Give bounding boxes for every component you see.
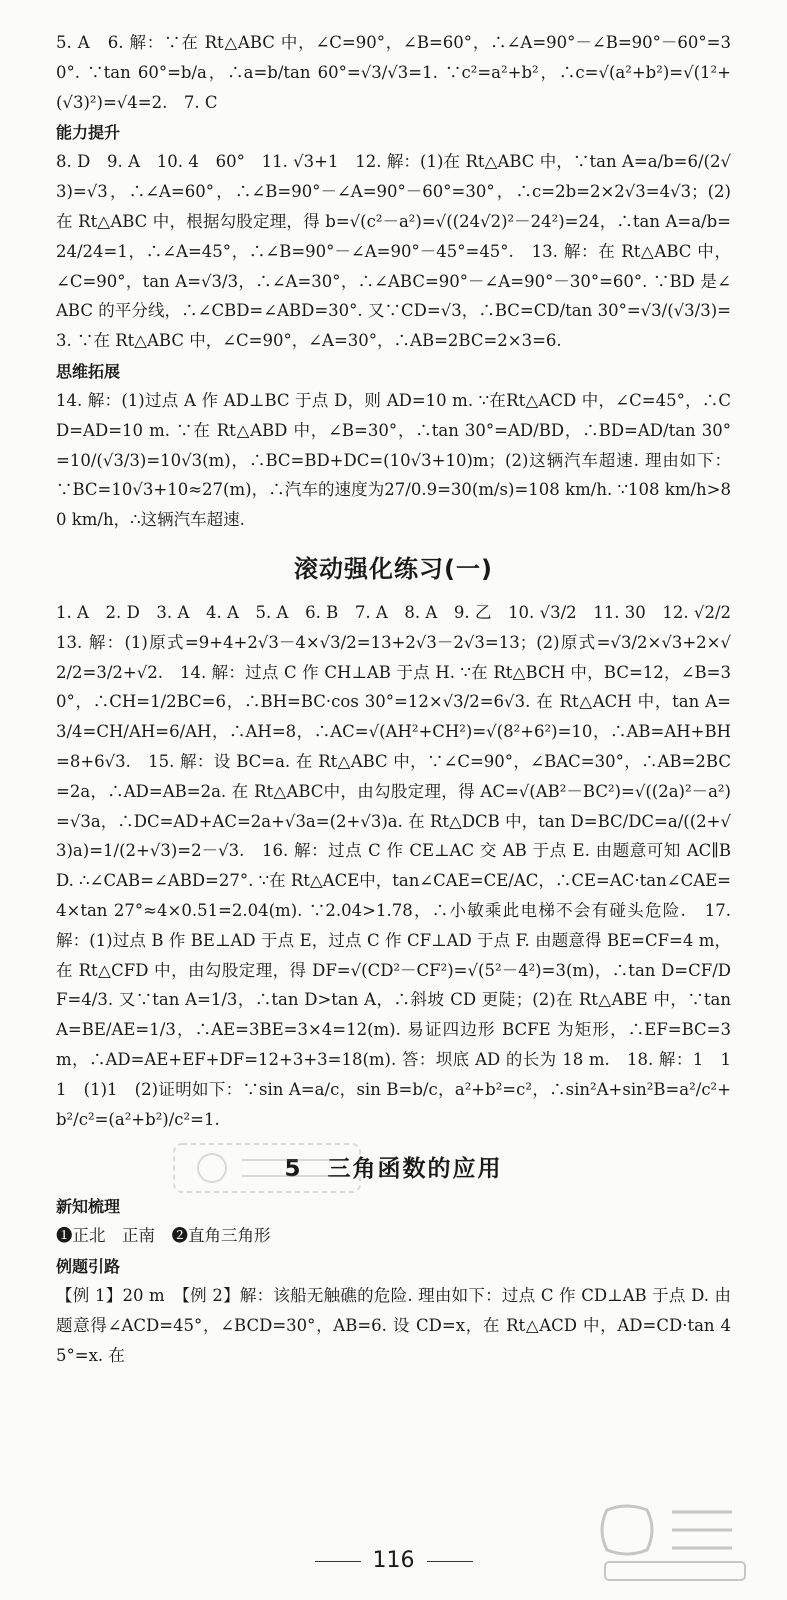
- answer-paragraph: 14. 解：(1)过点 A 作 AD⊥BC 于点 D，则 AD=10 m. ∵在Rt△ACD 中，∠C=45°，∴CD=AD=10 m. ∵在 Rt△ABD 中，∠B=30°，∴tan 30°=AD/BD，∴BD=AD/tan 30°=10/(√3/3)=10√3(m)，∴BC=BD+DC=(10√3+10)m；(2)这辆汽车超速. 理由如下：∵BC=10√3+10≈27(m)，∴汽车的速度为27/0.9=30(m/s)=108 km/h. ∵108 km/h>80 km/h，∴这辆汽车超速.: [56, 390, 731, 530]
- answer-paragraph: 8. D 9. A 10. 4 60° 11. √3+1 12. 解：(1)在 Rt△ABC 中，∵tan A=a/b=6/(2√3)=√3，∴∠A=60°，∴∠B=90°－∠A=90°－60°=30°，∴c=2b=2×2√3=4√3；(2)在 Rt△ABC 中，根据勾股定理，得 b=√(c²－a²)=√((24√2)²－24²)=24，∴tan A=a/b=24/24=1，∴∠A=45°，∴∠B=90°－∠A=90°－45°=45°. 13. 解：在 Rt△ABC 中，∠C=90°，tan A=√3/3，∴∠A=30°，∴∠ABC=90°－∠A=90°－30°=60°. ∵BD 是∠ABC 的平分线，∴∠CBD=∠ABD=30°. 又∵CD=√3，∴BC=CD/tan 30°=√3/(√3/3)=3. ∵在 Rt△ABC 中，∠C=90°，∠A=30°，∴AB=2BC=2×3=6.: [56, 152, 731, 351]
- page-number: 116: [0, 1548, 787, 1573]
- site-watermark-logo: [587, 1500, 757, 1590]
- section-subheading: 思维拓展: [56, 361, 121, 381]
- section-subheading: 能力提升: [56, 123, 121, 143]
- section-subheading: 例题引路: [56, 1257, 121, 1277]
- section-heading: 滚动强化练习(一): [294, 554, 493, 583]
- answer-paragraph: ❶正北 正南 ❷直角三角形: [56, 1226, 271, 1246]
- section-subheading: 新知梳理: [56, 1197, 121, 1217]
- answer-content: [56, 28, 748, 1370]
- answer-paragraph: 5. A 6. 解：∵在 Rt△ABC 中，∠C=90°，∠B=60°，∴∠A=90°－∠B=90°－60°=30°. ∵tan 60°=b/a，∴a=b/tan 60°=√3/√3=1. ∵c²=a²+b²，∴c=√(a²+b²)=√(1²+(√3)²)=√4=2. 7. C: [56, 33, 731, 112]
- faint-stamp-logo: [172, 1142, 362, 1194]
- answer-paragraph: 1. A 2. D 3. A 4. A 5. A 6. B 7. A 8. A 9. 乙 10. √3/2 11. 30 12. √2/2 13. 解：(1)原式=9+4+2√3－4×√3/2=13+2√3－2√3=13；(2)原式=√3/2×√3+2×√2/2=3/2+√2. 14. 解：过点 C 作 CH⊥AB 于点 H. ∵在 Rt△BCH 中，BC=12，∠B=30°，∴CH=1/2BC=6，∴BH=BC·cos 30°=12×√3/2=6√3. 在 Rt△ACH 中，tan A=3/4=CH/AH=6/AH，∴AH=8，∴AC=√(AH²+CH²)=√(8²+6²)=10，∴AB=AH+BH=8+6√3. 15. 解：设 BC=a. 在 Rt△ABC 中，∵∠C=90°，∠BAC=30°，∴AB=2BC=2a，∴AD=AB=2a. 在 Rt△ABC中，由勾股定理，得 AC=√(AB²－BC²)=√((2a)²－a²)=√3a，∴DC=AD+AC=2a+√3a=(2+√3)a. 在 Rt△DCB 中，tan D=BC/DC=a/((2+√3)a)=1/(2+√3)=2－√3. 16. 解：过点 C 作 CE⊥AC 交 AB 于点 E. 由题意可知 AC∥BD. ∴∠CAB=∠ABD=27°. ∵在 Rt△ACE中，tan∠CAE=CE/AC，∴CE=AC·tan∠CAE=4×tan 27°≈4×0.51=2.04(m). ∵2.04>1.78，∴小敏乘此电梯不会有碰头危险. 17. 解：(1)过点 B 作 BE⊥AD 于点 E，过点 C 作 CF⊥AD 于点 F. 由题意得 BE=CF=4 m，在 Rt△CFD 中，由勾股定理，得 DF=√(CD²－CF²)=√(5²－4²)=3(m)，∴tan D=CF/DF=4/3. 又∵tan A=1/3，∴tan D>tan A，∴斜坡 CD 更陡；(2)在 Rt△ABE 中，∵tan A=BE/AE=1/3，∴AE=3BE=3×4=12(m). 易证四边形 BCFE 为矩形，∴EF=BC=3 m，∴AD=AE+EF+DF=12+3+3=18(m). 答：坝底 AD 的长为 18 m. 18. 解：1 1 1 (1)1 (2)证明如下：∵sin A=a/c，sin B=b/c，a²+b²=c²，∴sin²A+sin²B=a²/c²+b²/c²=(a²+b²)/c²=1.: [56, 602, 748, 1129]
- section-heading: 5 三角函数的应用: [284, 1156, 503, 1183]
- answer-paragraph: 【例 1】20 m 【例 2】解：该船无触礁的危险. 理由如下：过点 C 作 CD⊥AB 于点 D. 由题意得∠ACD=45°，∠BCD=30°，AB=6. 设 CD=x，在 Rt△ACD 中，AD=CD·tan 45°=x. 在: [56, 1286, 731, 1365]
